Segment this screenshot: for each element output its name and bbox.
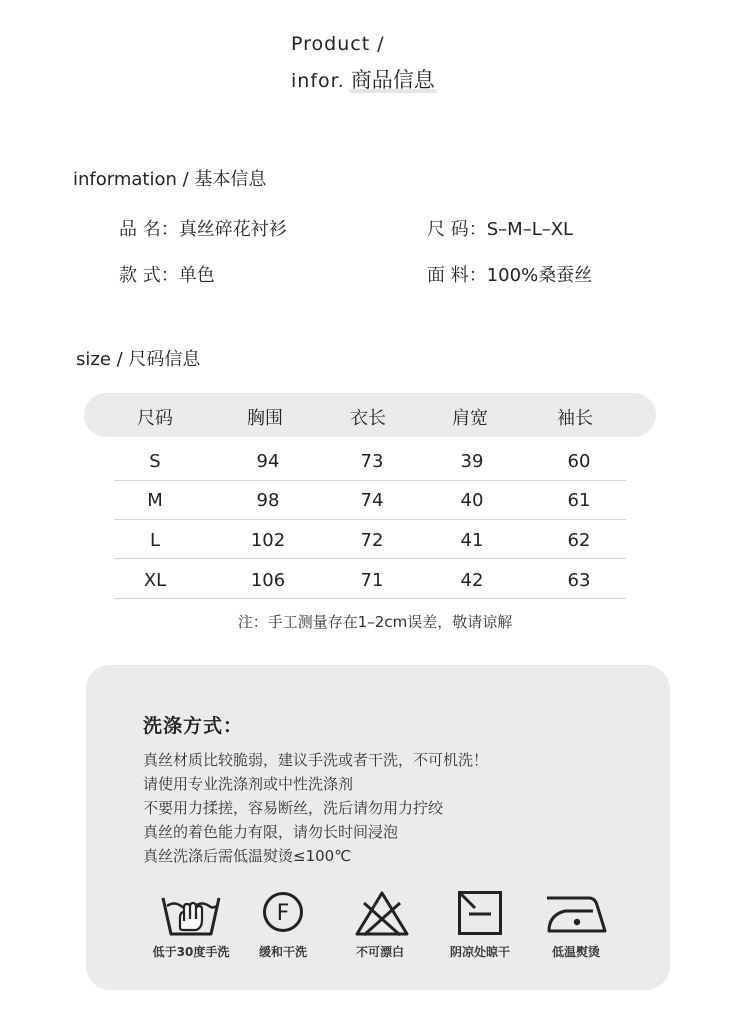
- table-cell: 63: [567, 570, 591, 591]
- info-value: 100%桑蚕丝: [486, 265, 593, 286]
- info-item-fabric: [427, 261, 592, 287]
- info-label: 款 式：: [119, 265, 179, 286]
- hand-wash-icon: [160, 890, 222, 940]
- shade-dry-label: 阴凉处晾干: [449, 945, 510, 959]
- table-cell: 102: [250, 530, 286, 551]
- table-cell: 71: [360, 570, 384, 591]
- dry-clean-label: 缓和干洗: [258, 945, 307, 959]
- table-cell: 72: [360, 530, 384, 551]
- care-instruction-line: 不要用力揉搓，容易断丝，洗后请勿用力拧绞: [143, 799, 444, 817]
- shade-dry-icon: [457, 890, 503, 936]
- info-value: 真丝碎花衬衫: [178, 219, 287, 240]
- table-cell: 41: [460, 530, 484, 551]
- table-cell: M: [147, 490, 163, 511]
- table-cell: 73: [360, 451, 384, 472]
- table-cell: 40: [460, 490, 484, 511]
- care-instruction-line: 真丝的着色能力有限，请勿长时间浸泡: [143, 823, 399, 841]
- header-title-en: infor.: [291, 70, 345, 92]
- low-iron-label: 低温熨烫: [551, 945, 600, 959]
- column-header-sleeve: 袖长: [557, 408, 593, 429]
- info-label: 面 料：: [427, 265, 487, 286]
- table-cell: 94: [256, 451, 280, 472]
- hand-wash-label: 低于30度手洗: [152, 945, 230, 959]
- info-item-style: [119, 261, 215, 287]
- info-item-name: [119, 215, 287, 241]
- measurement-note: 注：手工测量存在1–2cm误差，敬请谅解: [237, 613, 513, 631]
- column-header-size: 尺码: [137, 408, 173, 429]
- table-cell: 98: [256, 490, 280, 511]
- table-cell: S: [149, 451, 161, 472]
- column-header-shoulder: 肩宽: [452, 408, 488, 429]
- info-value: 单色: [178, 265, 215, 286]
- care-instruction-line: 真丝洗涤后需低温熨烫≤100℃: [143, 847, 352, 865]
- header-title-cn: 商品信息: [350, 68, 435, 92]
- care-instruction-line: 请使用专业洗涤剂或中性洗涤剂: [143, 775, 354, 793]
- table-cell: 39: [460, 451, 484, 472]
- table-cell: 106: [250, 570, 286, 591]
- care-title: 洗涤方式：: [143, 715, 244, 737]
- no-bleach-label: 不可漂白: [355, 945, 404, 959]
- dry-clean-icon: [262, 890, 304, 934]
- header-title-line2: [291, 64, 435, 94]
- row-divider: [114, 598, 626, 599]
- info-value: S–M–L–XL: [486, 219, 574, 240]
- table-cell: 61: [567, 490, 591, 511]
- table-cell: 60: [567, 451, 591, 472]
- table-cell: 62: [567, 530, 591, 551]
- header-title-line1: Product /: [291, 33, 385, 55]
- row-divider: [114, 480, 626, 481]
- info-item-size: [427, 215, 573, 241]
- table-cell: 74: [360, 490, 384, 511]
- table-cell: L: [149, 530, 161, 551]
- row-divider: [114, 519, 626, 520]
- basic-info-title: information / 基本信息: [73, 169, 267, 190]
- no-bleach-icon: [354, 889, 410, 937]
- column-header-chest: 胸围: [247, 408, 283, 429]
- info-label: 尺 码：: [427, 219, 487, 240]
- dry-clean-glyph: F: [276, 901, 290, 926]
- size-info-title: size / 尺码信息: [76, 349, 201, 370]
- table-cell: 42: [460, 570, 484, 591]
- row-divider: [114, 558, 626, 559]
- info-label: 品 名：: [119, 219, 179, 240]
- low-iron-icon: [545, 893, 609, 935]
- table-cell: XL: [143, 570, 167, 591]
- care-instruction-line: 真丝材质比较脆弱，建议手洗或者干洗，不可机洗！: [143, 751, 489, 769]
- column-header-length: 衣长: [350, 408, 386, 429]
